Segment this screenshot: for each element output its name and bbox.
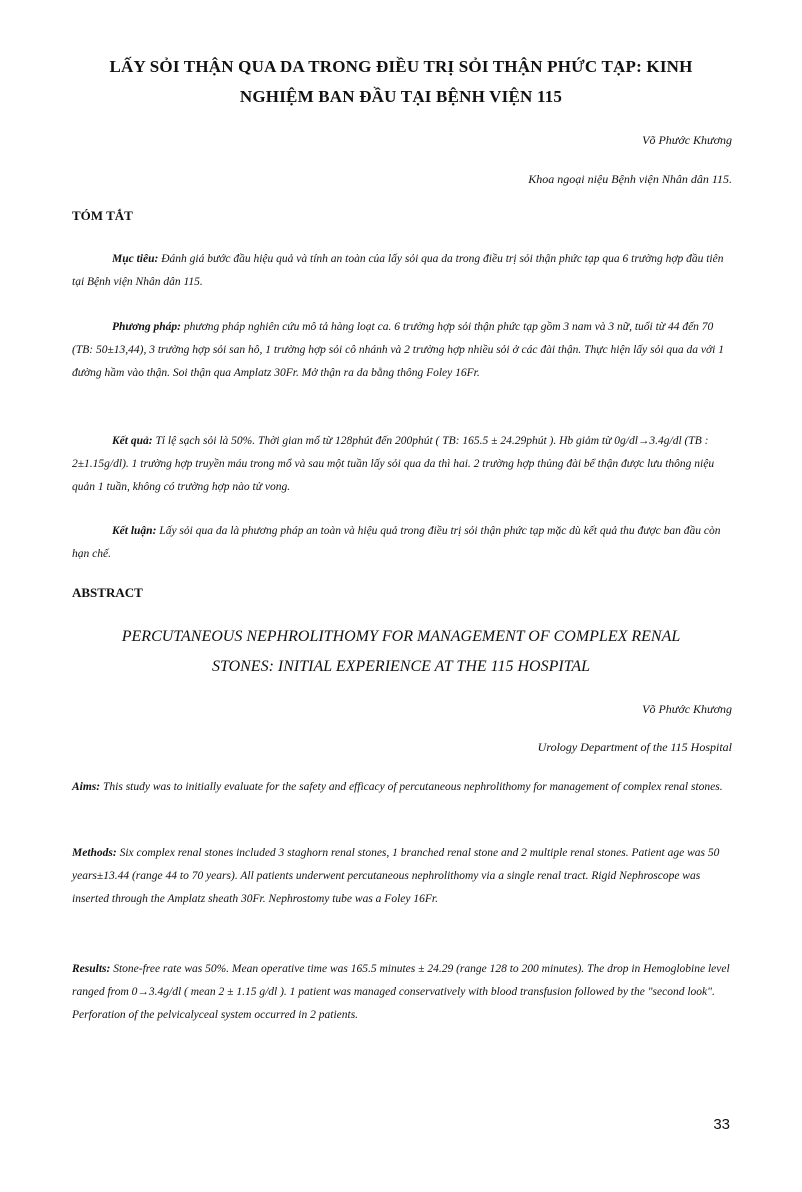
conclusion-paragraph	[72, 520, 734, 566]
aims-text: This study was to initially evaluate for the safety and efficacy of percutaneous nephrolithomy for management of complex renal stones.	[100, 781, 723, 793]
results-paragraph-en	[72, 958, 734, 1027]
objective-paragraph	[72, 248, 734, 294]
methods-text-vi: phương pháp nghiên cứu mô tả hàng loạt ca. 6 trường hợp sỏi thận phức tạp gồm 3 nam và 3 nữ, tuổi từ 44 đến 70 (TB: 50±13,44), 3 trường hợp sỏi san hô, 1 trường hợp sỏi cô nhánh và 2 trường hợp nhiều sỏi ở các đài thận. Thực hiện lấy sỏi qua da với 1 đường hầm vào thận. Soi thận qua Amplatz 30Fr. Mở thận ra da bằng thông Foley 16Fr.	[72, 321, 724, 379]
results-text-vi: Tỉ lệ sạch sỏi là 50%. Thời gian mổ từ 128phút đến 200phút ( TB: 165.5 ± 24.29phút ). Hb giảm từ 0g/dl→3.4g/dl (TB : 2±1.15g/dl). 1 trường hợp truyền máu trong mổ và sau một tuần lấy sỏi qua da thì hai. 2 trường hợp thủng đài bể thận được lưu thông niệu quản 1 tuần, không có trường hợp nào tử vong.	[72, 435, 715, 493]
results-text-en: Stone-free rate was 50%. Mean operative time was 165.5 minutes ± 24.29 (range 128 to 200 minutes). The drop in Hemoglobine level ranged from 0→3.4g/dl ( mean 2 ± 1.15 g/dl ). 1 patient was managed conservatively with blood transfusion followed by the "second look". Perforation of the pelvicalyceal system occurred in 2 patients.	[72, 963, 730, 1021]
results-paragraph-vi	[72, 430, 734, 499]
english-author: Võ Phước Khương	[642, 702, 732, 716]
english-title-line-2: STONES: INITIAL EXPERIENCE AT THE 115 HOSPITAL	[211, 658, 591, 675]
results-label-vi: Kết quả:	[112, 435, 153, 447]
abstract-heading: ABSTRACT	[72, 585, 143, 600]
conclusion-text: Lấy sỏi qua da là phương pháp an toàn và hiệu quả trong điều trị sỏi thận phức tạp mặc dù kết quả thu được ban đầu còn hạn chế.	[72, 525, 721, 560]
vietnamese-affiliation: Khoa ngoại niệu Bệnh viện Nhân dân 115.	[528, 172, 732, 186]
vietnamese-title	[60, 52, 742, 112]
methods-text-en: Six complex renal stones included 3 staghorn renal stones, 1 branched renal stone and 2 multiple renal stones. Patient age was 50 years±13.44 (range 44 to 70 years). All patients underwent percutaneous nephrolithomy via a single renal tract. Rigid Nephroscope was inserted through the Amplatz sheath 30Fr. Nephrostomy tube was a Foley 16Fr.	[72, 847, 720, 905]
objective-label: Mục tiêu:	[112, 253, 159, 265]
results-label-en: Results:	[72, 963, 111, 975]
aims-paragraph	[72, 776, 734, 799]
page-number: 33	[713, 1116, 730, 1133]
conclusion-label: Kết luận:	[112, 525, 157, 537]
vietnamese-author: Võ Phước Khương	[642, 133, 732, 147]
vietnamese-title-line-2: NGHIỆM BAN ĐẦU TẠI BỆNH VIỆN 115	[239, 87, 563, 106]
aims-label: Aims:	[72, 781, 101, 793]
english-title	[60, 622, 742, 682]
objective-text: Đánh giá bước đầu hiệu quả và tính an toàn của lấy sỏi qua da trong điều trị sỏi thận phức tạp qua 6 trường hợp đầu tiên tại Bệnh viện Nhân dân 115.	[72, 253, 724, 288]
summary-heading: TÓM TẮT	[72, 208, 133, 223]
methods-label-en: Methods:	[72, 847, 117, 859]
methods-paragraph-en	[72, 842, 734, 911]
english-title-line-1: PERCUTANEOUS NEPHROLITHOMY FOR MANAGEMENT OF COMPLEX RENAL	[121, 628, 681, 645]
vietnamese-title-line-1: LẤY SỎI THẬN QUA DA TRONG ĐIỀU TRỊ SỎI THẬN PHỨC TẠP: KINH	[109, 57, 693, 76]
methods-paragraph-vi	[72, 316, 734, 385]
methods-label-vi: Phương pháp:	[112, 321, 181, 333]
english-affiliation: Urology Department of the 115 Hospital	[537, 740, 732, 754]
